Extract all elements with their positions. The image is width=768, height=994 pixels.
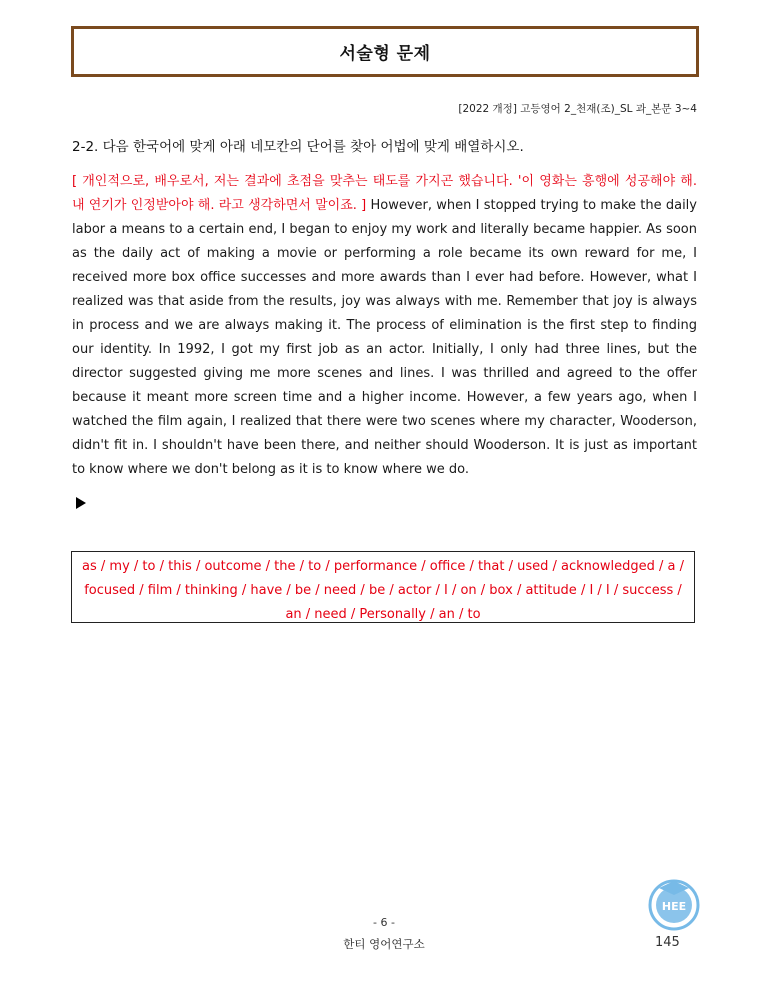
page-title: 서술형 문제 xyxy=(339,44,431,64)
title-box xyxy=(71,26,699,77)
korean-translation: [ 개인적으로, 배우로서, 저는 결과에 초점을 맞추는 태도를 가지곤 했습니다. '이 영화는 흥행에 성공해야 해. 내 연기가 인정받아야 해. 라고 생각하면서 말이죠. ] xyxy=(72,174,697,213)
passage xyxy=(72,170,697,482)
answer-arrow-icon xyxy=(76,497,86,509)
question-prompt: 2-2. 다음 한국어에 맞게 아래 네모칸의 단어를 찾아 어법에 맞게 배열하시오. xyxy=(72,139,524,155)
logo-text: HEE xyxy=(661,900,687,913)
word-bank: as / my / to / this / outcome / the / to / performance / office / that / used / acknowledged / a / focused / film / thinking / have / be / need / be / actor / I / on / box / attitude / I / I / success / an / need / Personally / an / to xyxy=(71,551,695,623)
page-number: - 6 - xyxy=(373,916,395,929)
footer-organization: 한티 영어연구소 xyxy=(343,937,425,951)
source-label: [2022 개정] 고등영어 2_천재(조)_SL 과_본문 3~4 xyxy=(458,103,697,115)
footer-page-number: 145 xyxy=(655,935,680,950)
english-passage: However, when I stopped trying to make the daily labor a means to a certain end, I began to enjoy my work and literally became happier. As soon as the daily act of making a movie or performing a role became its own reward for me, I received more box office successes and more awards than I ever had before. However, what I realized was that aside from the results, joy was always with me. Remember that joy is always in process and we are always making it. The process of elimination is the first step to finding our identity. In 1992, I got my first job as an actor. Initially, I only had three lines, but the director suggested giving me more scenes and lines. I was thrilled and agreed to the offer because it meant more screen time and a higher income. However, a few years ago, when I watched the film again, I realized that there were two scenes where my character, Wooderson, didn't fit in. I shouldn't have been there, and neither should Wooderson. It is just as important to know where we don't belong as it is to know where we do. xyxy=(72,198,697,477)
